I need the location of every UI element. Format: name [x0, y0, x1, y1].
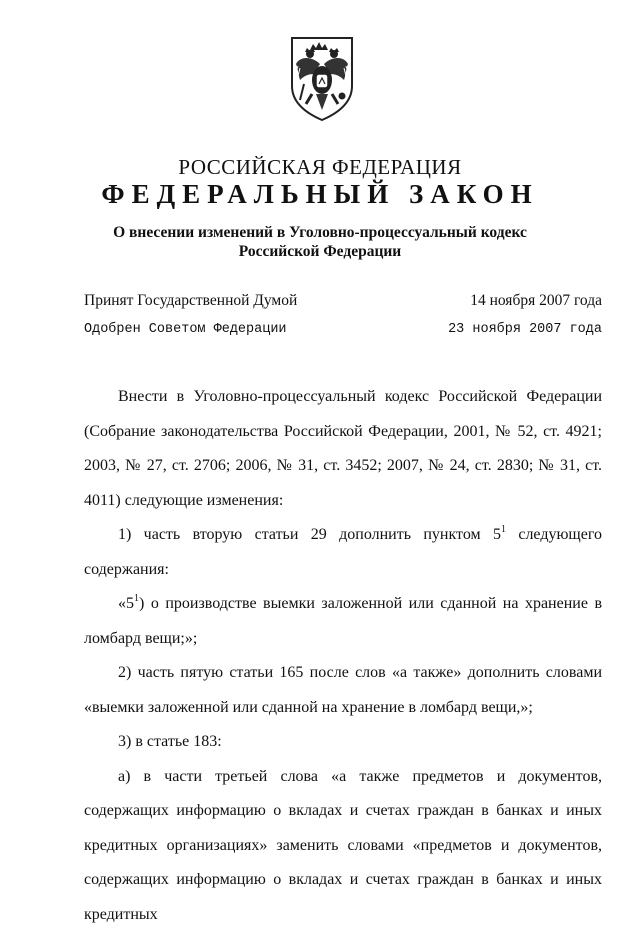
amendment-text: ) о производстве выемки заложенной или сданной на хранение в ломбард вещи;»; [84, 595, 602, 647]
russian-coat-of-arms-icon [286, 34, 358, 122]
country-name: РОССИЙСКАЯ ФЕДЕРАЦИЯ [0, 155, 640, 180]
council-approval-date: 23 ноября 2007 года [448, 322, 602, 337]
amendment-item-3a: а) в части третьей слова «а также предметов и документов, содержащих информацию о вкладах и счетах граждан в банках и иных кредитных организациях» заменить словами «предметов и документов, содержащих информацию о вкладах и счетах граждан в банках и иных кредитных [84, 760, 602, 932]
amendment-text: следующего содержания: [84, 526, 602, 578]
law-title-line: О внесении изменений в Уголовно-процессуальный кодекс [100, 223, 540, 242]
law-type-heading: ФЕДЕРАЛЬНЫЙ ЗАКОН [0, 179, 640, 210]
amendment-text: «5 [118, 595, 134, 612]
law-title-line: Российской Федерации [100, 242, 540, 261]
body-intro: Внести в Уголовно-процессуальный кодекс Российской Федерации (Собрание законодательства Российской Федерации, 2001, № 52, ст. 4921; 2003, № 27, ст. 2706; 2006, № 31, ст. 3452; 2007, № 24, ст. 2830; № 31, ст. 4011) следующие изменения: [84, 380, 602, 518]
amendment-item-2: 2) часть пятую статьи 165 после слов «а также» дополнить словами «выемки заложенной или сданной на хранение в ломбард вещи,»; [84, 656, 602, 725]
amendment-item-3: 3) в статье 183: [84, 725, 602, 760]
superscript: 1 [501, 524, 506, 535]
law-title [100, 223, 540, 261]
duma-adoption-date: 14 ноября 2007 года [470, 292, 602, 310]
superscript: 1 [134, 593, 139, 604]
amendment-item-1-quote [84, 587, 602, 656]
law-body [84, 380, 602, 932]
amendment-text: 1) часть вторую статьи 29 дополнить пунктом 5 [118, 526, 501, 543]
duma-adoption-label: Принят Государственной Думой [84, 292, 297, 310]
council-approval-label: Одобрен Советом Федерации [84, 322, 287, 337]
amendment-item-1 [84, 518, 602, 587]
